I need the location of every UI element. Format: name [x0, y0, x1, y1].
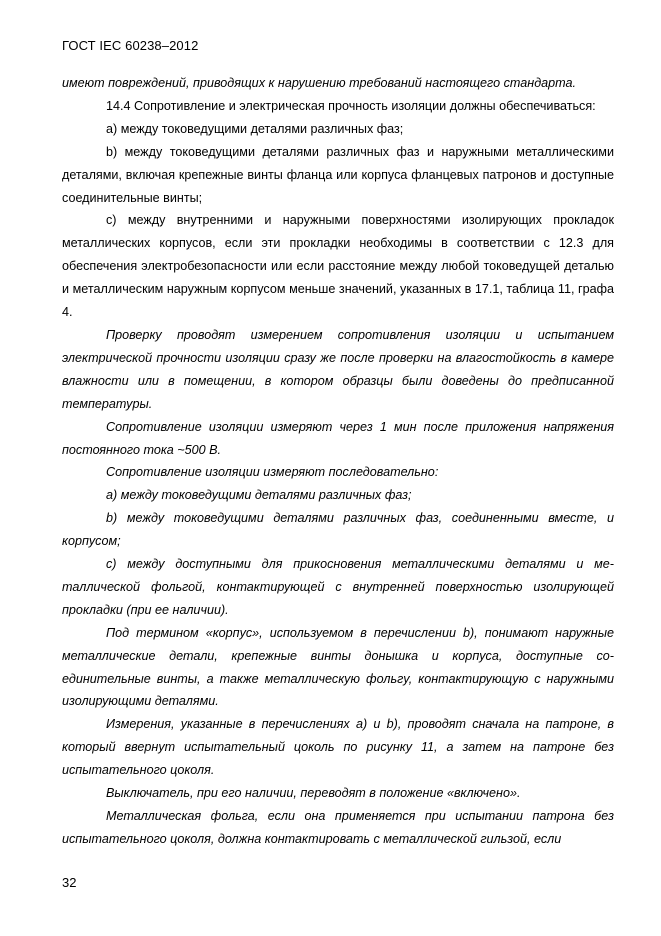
sequence-item-b: b) между токоведущими деталями различных фаз, соединенными вместе, и корпусом;	[62, 511, 614, 549]
paragraph-continuation: имеют повреждений, приводящих к нарушению требований настоящего стандарта.	[62, 76, 577, 90]
list-item-b: b) между токоведущими деталями различных фаз и наружными металлическими деталями, включая крепежные винты фланца или корпуса фланцевых патронов и доступные соединительные винты;	[62, 144, 614, 205]
switch-position-paragraph: Выключатель, при его наличии, переводят в положение «включено».	[106, 786, 521, 801]
metal-foil-paragraph: Металлическая фольга, если она применяется при испытании патрона без испытательного цоколя, должна контактировать с металлической гильзой, если	[62, 809, 614, 846]
housing-term-paragraph: Под термином «корпус», используемом в перечислении b), понимают наружные металлические детали, крепежные винты донышка и корпуса, доступные соединительные винты, а также металлическую фольгу, контактирующую с наружными изолирующими деталями.	[62, 625, 614, 709]
page-number: 32	[62, 875, 77, 890]
measurement-order-paragraph: Измерения, указанные в перечислениях a) и b), проводят сначала на патроне, в который ввернут испытательный цоколь по рисунку 11, а затем на патроне без испытательного цоколя.	[62, 717, 614, 778]
document-code-header: ГОСТ IEC 60238–2012	[62, 38, 199, 53]
measurement-sequence-paragraph: Сопротивление изоляции измеряют последовательно:	[106, 465, 439, 480]
test-procedure-paragraph: Проверку проводят измерением сопротивления изоляции и испытанием электрической прочности изоляции сразу же после проверки на влагостойкость в камере влажности или в помещении, в котором образцы были доведены до предписанной температуры.	[62, 327, 614, 411]
insulation-measurement-paragraph: Сопротивление изоляции измеряют через 1 мин после приложения напряжения постоянного тока ~500 В.	[62, 419, 614, 457]
list-item-c: c) между внутренними и наружными поверхностями изолирующих прокладок металлических корпусов, если эти прокладки необходимы в соответствии с 12.3 для обеспечения электробезопасности или если расстояние между любой токоведущей деталью и металлическим наружным корпусом меньше значений, указанных в 17.1, таблица 11, графа 4.	[62, 213, 614, 320]
clause-14-4: 14.4 Сопротивление и электрическая прочность изоляции должны обеспечиваться:	[106, 98, 596, 113]
document-body	[62, 72, 614, 851]
sequence-item-c: c) между доступными для прикосновения металлическими деталями и металлической фольгой, контактирующей с внутренней поверхностью изолирующей прокладки (при ее наличии).	[62, 557, 614, 617]
sequence-item-a: a) между токоведущими деталями различных фаз;	[106, 488, 412, 503]
list-item-a: a) между токоведущими деталями различных фаз;	[106, 121, 404, 136]
